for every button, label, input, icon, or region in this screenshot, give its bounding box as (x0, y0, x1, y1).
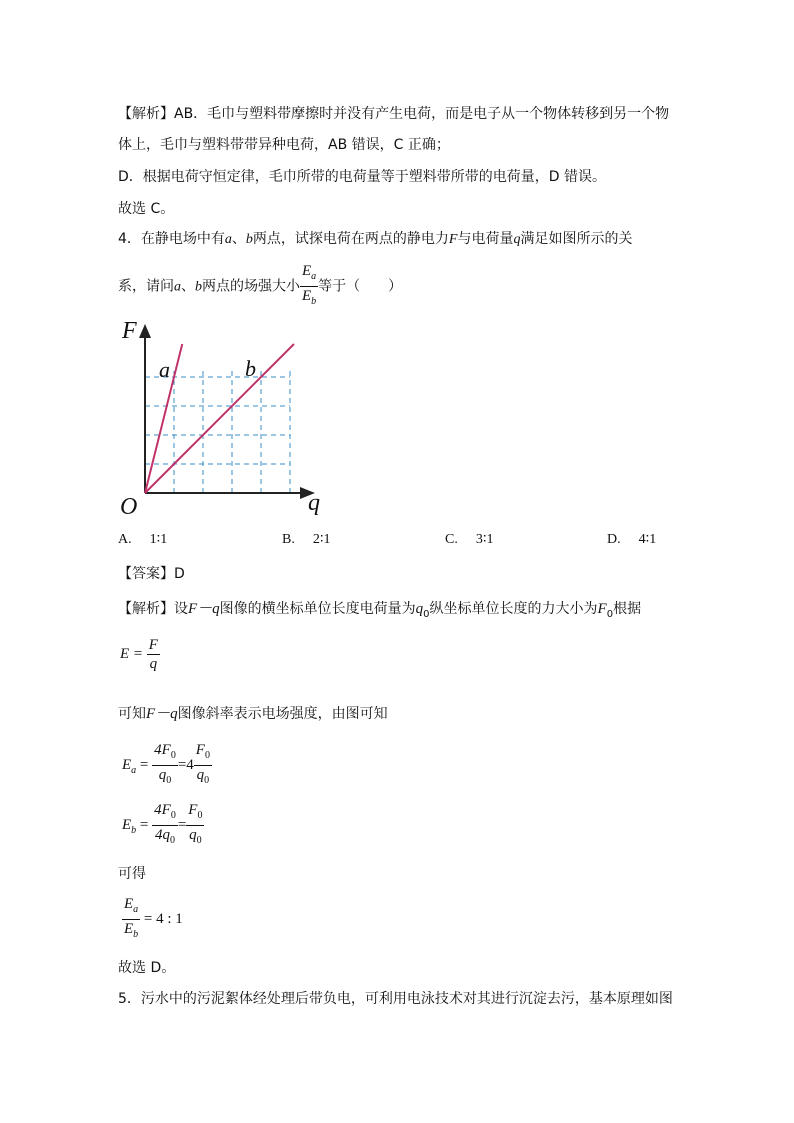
conclusion-line: 故选 D。 (118, 960, 176, 976)
y-axis-label: F (122, 318, 137, 344)
answer: 【答案】D (118, 566, 185, 582)
derive-label: 可得 (118, 866, 146, 882)
x-axis-label: q (308, 490, 320, 516)
ratio-fraction: $\frac{E_a}{E_b}$ (302, 263, 317, 307)
f-q-graph (112, 314, 337, 519)
analysis-line: D．根据电荷守恒定律，毛巾所带的电荷量等于塑料带所带的电荷量，D 错误。 (118, 169, 607, 185)
line-a-label: a (159, 357, 170, 382)
formula-e: E = $\frac{F}{q}$ (120, 637, 158, 672)
line-b-label: b (245, 356, 256, 381)
grid (145, 369, 290, 493)
question-4-line-1: 4．在静电场中有a、b两点，试探电荷在两点的静电力F与电荷量q满足如图所示的关 (118, 231, 633, 247)
option-b[interactable]: B. 2∶1 (282, 532, 331, 547)
origin-label: O (120, 494, 138, 519)
conclusion-line: 故选 C。 (118, 201, 175, 217)
y-axis-arrowhead (139, 324, 151, 338)
slope-statement: 可知F－q图像斜率表示电场强度，由图可知 (118, 706, 388, 722)
analysis-line: 体上，毛巾与塑料带带异种电荷，AB 错误，C 正确； (118, 137, 450, 153)
question-4-line-2: 系，请问a、b两点的场强大小 $\frac{E_a}{E_b}$ 等于（ ） (118, 262, 402, 311)
analysis-intro: 【解析】设F－q图像的横坐标单位长度电荷量为$q_0$纵坐标单位长度的力大小为$F_0$根据 (118, 601, 642, 620)
analysis-line: 【解析】AB．毛巾与塑料带摩擦时并没有产生电荷，而是电子从一个物体转移到另一个物 (118, 106, 670, 122)
option-c[interactable]: C. 3∶1 (445, 532, 494, 547)
formula-ea: $E_a$ = $\frac{4F_0}{q_0}$ =4 $\frac{F_0}{q_0}$ (122, 742, 210, 786)
ratio-result: $\frac{E_a}{E_b}$ = 4 : 1 (124, 896, 183, 940)
formula-eb: $E_b$ = $\frac{4F_0}{4q_0}$ = $\frac{F_0}{q_0}$ (122, 802, 203, 846)
option-a[interactable]: A. 1∶1 (118, 532, 168, 547)
question-5-line-1: 5．污水中的污泥絮体经处理后带负电，可利用电泳技术对其进行沉淀去污，基本原理如图 (118, 991, 673, 1007)
option-d[interactable]: D. 4∶1 (607, 532, 657, 547)
